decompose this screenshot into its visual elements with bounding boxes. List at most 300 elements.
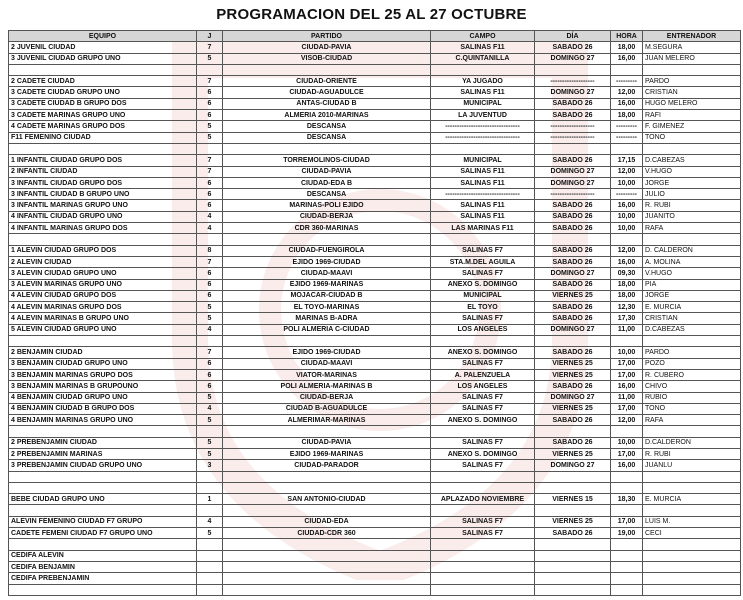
hora-cell: ---------	[611, 76, 643, 87]
table-row	[9, 528, 741, 539]
table-row	[9, 573, 741, 584]
campo-cell	[431, 561, 535, 572]
table-row	[9, 110, 741, 121]
table-row	[9, 550, 741, 561]
hora-cell	[611, 336, 643, 347]
equipo-cell: 5 ALEVIN CIUDAD GRUPO UNO	[9, 324, 197, 335]
hora-cell: 10,00	[611, 437, 643, 448]
equipo-cell: 2 BENJAMIN CIUDAD	[9, 347, 197, 358]
entrenador-cell: E. MURCIA	[643, 302, 741, 313]
partido-cell	[223, 539, 431, 550]
table-row	[9, 268, 741, 279]
campo-cell: SALINAS F7	[431, 392, 535, 403]
jornada-cell: 4	[197, 403, 223, 414]
equipo-cell	[9, 539, 197, 550]
campo-cell: SALINAS F7	[431, 460, 535, 471]
equipo-cell: 2 PREBENJAMIN MARINAS	[9, 448, 197, 459]
hora-cell	[611, 143, 643, 154]
dia-cell: SABADO 26	[535, 415, 611, 426]
hora-cell	[611, 471, 643, 482]
campo-cell	[431, 234, 535, 245]
hora-cell: 16,00	[611, 381, 643, 392]
hora-cell: ---------	[611, 189, 643, 200]
equipo-cell: 3 PREBENJAMIN CIUDAD GRUPO UNO	[9, 460, 197, 471]
partido-cell: CIUDAD-EDA	[223, 516, 431, 527]
header-campo: CAMPO	[431, 31, 535, 42]
equipo-cell: 1 ALEVIN CIUDAD GRUPO DOS	[9, 245, 197, 256]
equipo-cell	[9, 64, 197, 75]
dia-cell	[535, 573, 611, 584]
equipo-cell: CEDIFA BENJAMIN	[9, 561, 197, 572]
table-row	[9, 279, 741, 290]
jornada-cell: 7	[197, 256, 223, 267]
dia-cell: DOMINGO 27	[535, 177, 611, 188]
entrenador-cell: F. GIMENEZ	[643, 121, 741, 132]
hora-cell	[611, 561, 643, 572]
campo-cell	[431, 539, 535, 550]
hora-cell: 10,00	[611, 347, 643, 358]
header-partido: PARTIDO	[223, 31, 431, 42]
jornada-cell	[197, 539, 223, 550]
partido-cell	[223, 561, 431, 572]
entrenador-cell: POZO	[643, 358, 741, 369]
dia-cell	[535, 584, 611, 595]
campo-cell	[431, 573, 535, 584]
entrenador-cell	[643, 471, 741, 482]
jornada-cell: 5	[197, 415, 223, 426]
hora-cell: 12,00	[611, 415, 643, 426]
jornada-cell: 5	[197, 528, 223, 539]
jornada-cell: 6	[197, 358, 223, 369]
table-row	[9, 245, 741, 256]
campo-cell: ANEXO S. DOMINGO	[431, 279, 535, 290]
equipo-cell: CEDIFA PREBENJAMIN	[9, 573, 197, 584]
dia-cell: SABADO 26	[535, 223, 611, 234]
dia-cell	[535, 505, 611, 516]
campo-cell: LOS ANGELES	[431, 381, 535, 392]
partido-cell	[223, 336, 431, 347]
partido-cell: CIUDAD-PAVIA	[223, 42, 431, 53]
entrenador-cell: RAFA	[643, 415, 741, 426]
campo-cell: LOS ANGELES	[431, 324, 535, 335]
dia-cell: DOMINGO 27	[535, 166, 611, 177]
entrenador-cell: CRISTIAN	[643, 313, 741, 324]
dia-cell: DOMINGO 27	[535, 268, 611, 279]
hora-cell	[611, 550, 643, 561]
jornada-cell: 5	[197, 132, 223, 143]
dia-cell: SABADO 26	[535, 347, 611, 358]
jornada-cell: 6	[197, 87, 223, 98]
entrenador-cell: V.HUGO	[643, 268, 741, 279]
entrenador-cell: R. RUBI	[643, 200, 741, 211]
hora-cell	[611, 539, 643, 550]
schedule-table	[8, 30, 741, 596]
hora-cell: 10,00	[611, 223, 643, 234]
table-header-row	[9, 31, 741, 42]
table-row	[9, 302, 741, 313]
partido-cell: CIUDAD-FUENGIROLA	[223, 245, 431, 256]
jornada-cell	[197, 561, 223, 572]
campo-cell	[431, 336, 535, 347]
partido-cell: CIUDAD-PAVIA	[223, 166, 431, 177]
table-row	[9, 132, 741, 143]
entrenador-cell	[643, 482, 741, 493]
table-row	[9, 200, 741, 211]
table-row	[9, 381, 741, 392]
entrenador-cell: CECI	[643, 528, 741, 539]
jornada-cell: 4	[197, 211, 223, 222]
equipo-cell: 1 INFANTIL CIUDAD GRUPO DOS	[9, 155, 197, 166]
dia-cell: SABADO 26	[535, 528, 611, 539]
entrenador-cell	[643, 505, 741, 516]
partido-cell: EJIDO 1969-CIUDAD	[223, 347, 431, 358]
table-row	[9, 426, 741, 437]
entrenador-cell: D.CABEZAS	[643, 155, 741, 166]
hora-cell: 18,00	[611, 279, 643, 290]
table-row	[9, 392, 741, 403]
jornada-cell: 5	[197, 448, 223, 459]
hora-cell: 16,00	[611, 460, 643, 471]
equipo-cell	[9, 143, 197, 154]
equipo-cell	[9, 234, 197, 245]
jornada-cell: 6	[197, 200, 223, 211]
table-row	[9, 437, 741, 448]
campo-cell: --------------------------------	[431, 121, 535, 132]
table-row	[9, 42, 741, 53]
entrenador-cell: D.CALDERON	[643, 437, 741, 448]
equipo-cell: 4 ALEVIN CIUDAD GRUPO DOS	[9, 290, 197, 301]
equipo-cell: 3 INFANTIL CIUDAD GRUPO DOS	[9, 177, 197, 188]
hora-cell	[611, 584, 643, 595]
entrenador-cell: D.CABEZAS	[643, 324, 741, 335]
dia-cell	[535, 550, 611, 561]
entrenador-cell: RUBIO	[643, 392, 741, 403]
dia-cell	[535, 234, 611, 245]
entrenador-cell: LUIS M.	[643, 516, 741, 527]
dia-cell: SABADO 26	[535, 155, 611, 166]
equipo-cell: 2 ALEVIN CIUDAD	[9, 256, 197, 267]
table-row	[9, 505, 741, 516]
dia-cell	[535, 426, 611, 437]
campo-cell	[431, 426, 535, 437]
table-row	[9, 177, 741, 188]
partido-cell: VISOB-CIUDAD	[223, 53, 431, 64]
header-hora: HORA	[611, 31, 643, 42]
jornada-cell	[197, 482, 223, 493]
partido-cell: CIUDAD-MAAVI	[223, 268, 431, 279]
jornada-cell: 6	[197, 189, 223, 200]
jornada-cell: 5	[197, 53, 223, 64]
partido-cell: VIATOR-MARINAS	[223, 369, 431, 380]
table-row	[9, 494, 741, 505]
dia-cell	[535, 471, 611, 482]
hora-cell: 12,30	[611, 302, 643, 313]
campo-cell: MUNICIPAL	[431, 155, 535, 166]
partido-cell: CDR 360-MARINAS	[223, 223, 431, 234]
jornada-cell: 5	[197, 437, 223, 448]
hora-cell: 17,15	[611, 155, 643, 166]
hora-cell: 16,00	[611, 98, 643, 109]
jornada-cell: 7	[197, 155, 223, 166]
entrenador-cell: JUANITO	[643, 211, 741, 222]
dia-cell: VIERNES 25	[535, 369, 611, 380]
dia-cell: DOMINGO 27	[535, 460, 611, 471]
partido-cell: CIUDAD-MAAVI	[223, 358, 431, 369]
dia-cell: -------------------	[535, 76, 611, 87]
partido-cell: CIUDAD B-AGUADULCE	[223, 403, 431, 414]
partido-cell	[223, 234, 431, 245]
campo-cell: MUNICIPAL	[431, 290, 535, 301]
dia-cell: VIERNES 15	[535, 494, 611, 505]
page-title: PROGRAMACION DEL 25 AL 27 OCTUBRE	[216, 6, 527, 23]
hora-cell: 17,30	[611, 313, 643, 324]
campo-cell: SALINAS F7	[431, 437, 535, 448]
jornada-cell	[197, 505, 223, 516]
table-row	[9, 561, 741, 572]
equipo-cell: 3 BENJAMIN MARINAS GRUPO DOS	[9, 369, 197, 380]
campo-cell: SALINAS F11	[431, 87, 535, 98]
hora-cell: 16,00	[611, 200, 643, 211]
campo-cell: ANEXO S. DOMINGO	[431, 347, 535, 358]
dia-cell: VIERNES 25	[535, 516, 611, 527]
hora-cell: 17,00	[611, 403, 643, 414]
campo-cell	[431, 64, 535, 75]
entrenador-cell	[643, 234, 741, 245]
campo-cell	[431, 471, 535, 482]
table-row	[9, 313, 741, 324]
equipo-cell: 4 BENJAMIN MARINAS GRUPO UNO	[9, 415, 197, 426]
hora-cell	[611, 64, 643, 75]
entrenador-cell: M.SEGURA	[643, 42, 741, 53]
campo-cell: SALINAS F7	[431, 403, 535, 414]
campo-cell: SALINAS F7	[431, 358, 535, 369]
entrenador-cell: JORGE	[643, 177, 741, 188]
jornada-cell: 5	[197, 392, 223, 403]
entrenador-cell: JUAN MELERO	[643, 53, 741, 64]
entrenador-cell	[643, 573, 741, 584]
hora-cell: 16,00	[611, 53, 643, 64]
dia-cell: -------------------	[535, 121, 611, 132]
header-dia: DÍA	[535, 31, 611, 42]
jornada-cell: 4	[197, 223, 223, 234]
entrenador-cell: E. MURCIA	[643, 494, 741, 505]
table-row	[9, 234, 741, 245]
equipo-cell: BEBE CIUDAD GRUPO UNO	[9, 494, 197, 505]
campo-cell	[431, 482, 535, 493]
hora-cell: 17,00	[611, 448, 643, 459]
table-row	[9, 358, 741, 369]
partido-cell: EJIDO 1969-MARINAS	[223, 279, 431, 290]
dia-cell: SABADO 26	[535, 200, 611, 211]
hora-cell	[611, 234, 643, 245]
hora-cell	[611, 426, 643, 437]
jornada-cell	[197, 573, 223, 584]
hora-cell: 17,00	[611, 358, 643, 369]
entrenador-cell: R. RUBI	[643, 448, 741, 459]
equipo-cell: 4 ALEVIN MARINAS B GRUPO UNO	[9, 313, 197, 324]
entrenador-cell: TONO	[643, 403, 741, 414]
equipo-cell: F11 FEMENINO CIUDAD	[9, 132, 197, 143]
table-row	[9, 584, 741, 595]
equipo-cell: 4 INFANTIL MARINAS GRUPO DOS	[9, 223, 197, 234]
partido-cell: POLI ALMERIA C-CIUDAD	[223, 324, 431, 335]
table-row	[9, 189, 741, 200]
jornada-cell: 7	[197, 42, 223, 53]
jornada-cell	[197, 584, 223, 595]
partido-cell: MARINAS B-ADRA	[223, 313, 431, 324]
equipo-cell: 3 CADETE MARINAS GRUPO UNO	[9, 110, 197, 121]
partido-cell	[223, 426, 431, 437]
partido-cell	[223, 482, 431, 493]
entrenador-cell	[643, 539, 741, 550]
partido-cell: CIUDAD-PAVIA	[223, 437, 431, 448]
partido-cell: CIUDAD-ORIENTE	[223, 76, 431, 87]
entrenador-cell: RAFA	[643, 223, 741, 234]
jornada-cell: 5	[197, 121, 223, 132]
table-row	[9, 223, 741, 234]
partido-cell: DESCANSA	[223, 121, 431, 132]
equipo-cell	[9, 471, 197, 482]
entrenador-cell: JORGE	[643, 290, 741, 301]
dia-cell: SABADO 26	[535, 211, 611, 222]
dia-cell	[535, 143, 611, 154]
entrenador-cell: JULIO	[643, 189, 741, 200]
table-row	[9, 98, 741, 109]
partido-cell: EL TOYO-MARINAS	[223, 302, 431, 313]
equipo-cell	[9, 584, 197, 595]
equipo-cell: 3 INFANTIL CIUDAD B GRUPO UNO	[9, 189, 197, 200]
campo-cell: SALINAS F11	[431, 200, 535, 211]
campo-cell: ANEXO S. DOMINGO	[431, 415, 535, 426]
entrenador-cell: R. CUBERO	[643, 369, 741, 380]
hora-cell: 11,00	[611, 324, 643, 335]
jornada-cell: 7	[197, 347, 223, 358]
campo-cell: SALINAS F11	[431, 166, 535, 177]
table-row	[9, 64, 741, 75]
jornada-cell: 4	[197, 516, 223, 527]
table-row	[9, 482, 741, 493]
entrenador-cell: PARDO	[643, 76, 741, 87]
table-row	[9, 166, 741, 177]
jornada-cell: 6	[197, 369, 223, 380]
campo-cell: ANEXO S. DOMINGO	[431, 448, 535, 459]
table-row	[9, 403, 741, 414]
campo-cell: MUNICIPAL	[431, 98, 535, 109]
campo-cell: STA.M.DEL AGUILA	[431, 256, 535, 267]
campo-cell: SALINAS F11	[431, 42, 535, 53]
equipo-cell: 3 CADETE CIUDAD GRUPO UNO	[9, 87, 197, 98]
hora-cell: 12,00	[611, 245, 643, 256]
campo-cell: SALINAS F7	[431, 528, 535, 539]
campo-cell	[431, 584, 535, 595]
entrenador-cell: JUANLU	[643, 460, 741, 471]
jornada-cell: 5	[197, 302, 223, 313]
entrenador-cell: CRISTIAN	[643, 87, 741, 98]
dia-cell: SABADO 26	[535, 313, 611, 324]
equipo-cell: 3 JUVENIL CIUDAD GRUPO UNO	[9, 53, 197, 64]
campo-cell: --------------------------------	[431, 189, 535, 200]
jornada-cell	[197, 471, 223, 482]
dia-cell	[535, 561, 611, 572]
table-row	[9, 53, 741, 64]
dia-cell	[535, 336, 611, 347]
equipo-cell: CADETE FEMENI CIUDAD F7 GRUPO UNO	[9, 528, 197, 539]
equipo-cell: 2 INFANTIL CIUDAD	[9, 166, 197, 177]
partido-cell	[223, 143, 431, 154]
campo-cell: SALINAS F11	[431, 211, 535, 222]
hora-cell: 18,00	[611, 290, 643, 301]
jornada-cell: 6	[197, 381, 223, 392]
partido-cell: MARINAS-POLI EJIDO	[223, 200, 431, 211]
entrenador-cell: HUGO MELERO	[643, 98, 741, 109]
hora-cell: 18,30	[611, 494, 643, 505]
equipo-cell: 3 ALEVIN MARINAS GRUPO UNO	[9, 279, 197, 290]
partido-cell: CIUDAD-BERJA	[223, 211, 431, 222]
dia-cell: DOMINGO 27	[535, 53, 611, 64]
table-row	[9, 448, 741, 459]
equipo-cell: 4 CADETE MARINAS GRUPO DOS	[9, 121, 197, 132]
entrenador-cell: RAFI	[643, 110, 741, 121]
table-row	[9, 211, 741, 222]
entrenador-cell: PARDO	[643, 347, 741, 358]
table-row	[9, 347, 741, 358]
table-row	[9, 460, 741, 471]
partido-cell	[223, 471, 431, 482]
equipo-cell: 2 PREBENJAMIN CIUDAD	[9, 437, 197, 448]
equipo-cell: ALEVIN FEMENINO CIUDAD F7 GRUPO	[9, 516, 197, 527]
entrenador-cell	[643, 561, 741, 572]
table-row	[9, 516, 741, 527]
dia-cell: SABADO 26	[535, 437, 611, 448]
jornada-cell: 4	[197, 324, 223, 335]
dia-cell: -------------------	[535, 132, 611, 143]
equipo-cell: 3 INFANTIL MARINAS GRUPO UNO	[9, 200, 197, 211]
entrenador-cell: PIA	[643, 279, 741, 290]
partido-cell: TORREMOLINOS-CIUDAD	[223, 155, 431, 166]
entrenador-cell	[643, 64, 741, 75]
jornada-cell	[197, 64, 223, 75]
dia-cell: SABADO 26	[535, 256, 611, 267]
hora-cell	[611, 482, 643, 493]
campo-cell: LA JUVENTUD	[431, 110, 535, 121]
dia-cell: DOMINGO 27	[535, 87, 611, 98]
dia-cell	[535, 539, 611, 550]
entrenador-cell: D. CALDERON	[643, 245, 741, 256]
entrenador-cell	[643, 584, 741, 595]
partido-cell: CIUDAD-BERJA	[223, 392, 431, 403]
partido-cell: CIUDAD-AGUADULCE	[223, 87, 431, 98]
jornada-cell: 7	[197, 166, 223, 177]
equipo-cell	[9, 336, 197, 347]
hora-cell: ---------	[611, 121, 643, 132]
campo-cell: YA JUGADO	[431, 76, 535, 87]
partido-cell: EJIDO 1969-CIUDAD	[223, 256, 431, 267]
partido-cell	[223, 550, 431, 561]
jornada-cell: 6	[197, 268, 223, 279]
table-row	[9, 121, 741, 132]
table-row	[9, 324, 741, 335]
table-row	[9, 369, 741, 380]
partido-cell	[223, 505, 431, 516]
partido-cell	[223, 573, 431, 584]
equipo-cell: 4 ALEVIN MARINAS GRUPO DOS	[9, 302, 197, 313]
dia-cell: VIERNES 25	[535, 403, 611, 414]
campo-cell	[431, 505, 535, 516]
entrenador-cell	[643, 550, 741, 561]
partido-cell: POLI ALMERIA-MARINAS B	[223, 381, 431, 392]
entrenador-cell: V.HUGO	[643, 166, 741, 177]
entrenador-cell	[643, 426, 741, 437]
